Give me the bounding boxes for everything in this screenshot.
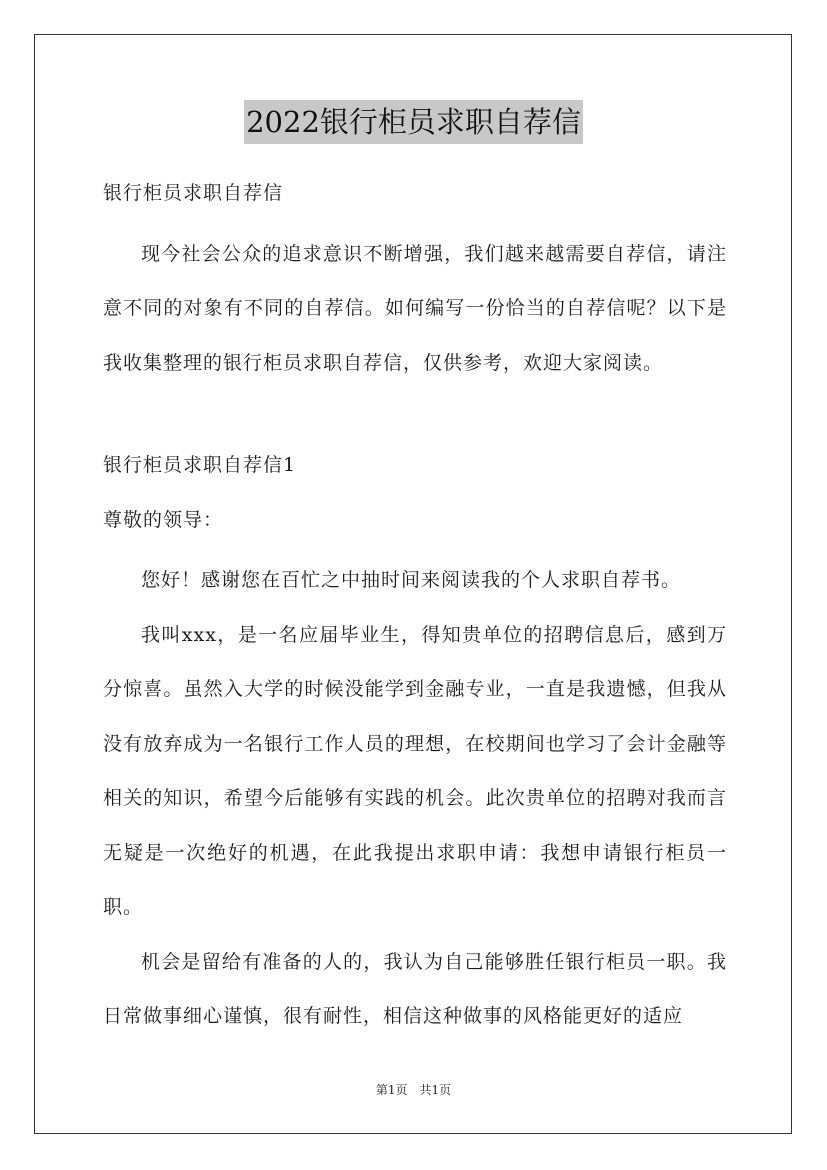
intro-text: 现今社会公众的追求意识不断增强，我们越来越需要自荐信，请注意不同的对象有不同的自荐信。如何编写一份恰当的自荐信呢？以下是我收集整理的银行柜员求职自荐信，仅供参考，欢迎大家阅读。 bbox=[103, 242, 727, 374]
letter-paragraph bbox=[103, 608, 727, 935]
paragraph-text: 我叫xxx，是一名应届毕业生，得知贵单位的招聘信息后，感到万分惊喜。虽然入大学的时候没能学到金融专业，一直是我遗憾，但我从没有放弃成为一名银行工作人员的理想，在校期间也学习了会计金融等相关的知识，希望今后能够有实践的机会。此次贵单位的招聘对我而言无疑是一次绝好的机遇，在此我提出求职申请：我想申请银行柜员一职。 bbox=[103, 623, 727, 918]
paragraph-text: 机会是留给有准备的人的，我认为自己能够胜任银行柜员一职。我日常做事细心谨慎，很有耐性，相信这种做事的风格能更好的适应 bbox=[103, 950, 727, 1027]
intro-paragraph bbox=[103, 227, 727, 391]
document-title: 2022银行柜员求职自荐信 bbox=[244, 100, 583, 144]
letter-paragraph bbox=[103, 935, 727, 1044]
document-body bbox=[103, 172, 727, 1044]
letter-paragraph bbox=[103, 553, 727, 608]
letter-heading: 银行柜员求职自荐信1 bbox=[103, 454, 297, 476]
document-subtitle: 银行柜员求职自荐信 bbox=[103, 182, 284, 204]
page-number: 第1页 共1页 bbox=[375, 1083, 452, 1097]
salutation: 尊敬的领导： bbox=[103, 508, 224, 531]
spacer bbox=[103, 390, 727, 444]
title-container bbox=[0, 100, 827, 144]
paragraph-text: 您好！感谢您在百忙之中抽时间来阅读我的个人求职自荐书。 bbox=[141, 569, 682, 591]
page-footer bbox=[0, 1081, 827, 1098]
